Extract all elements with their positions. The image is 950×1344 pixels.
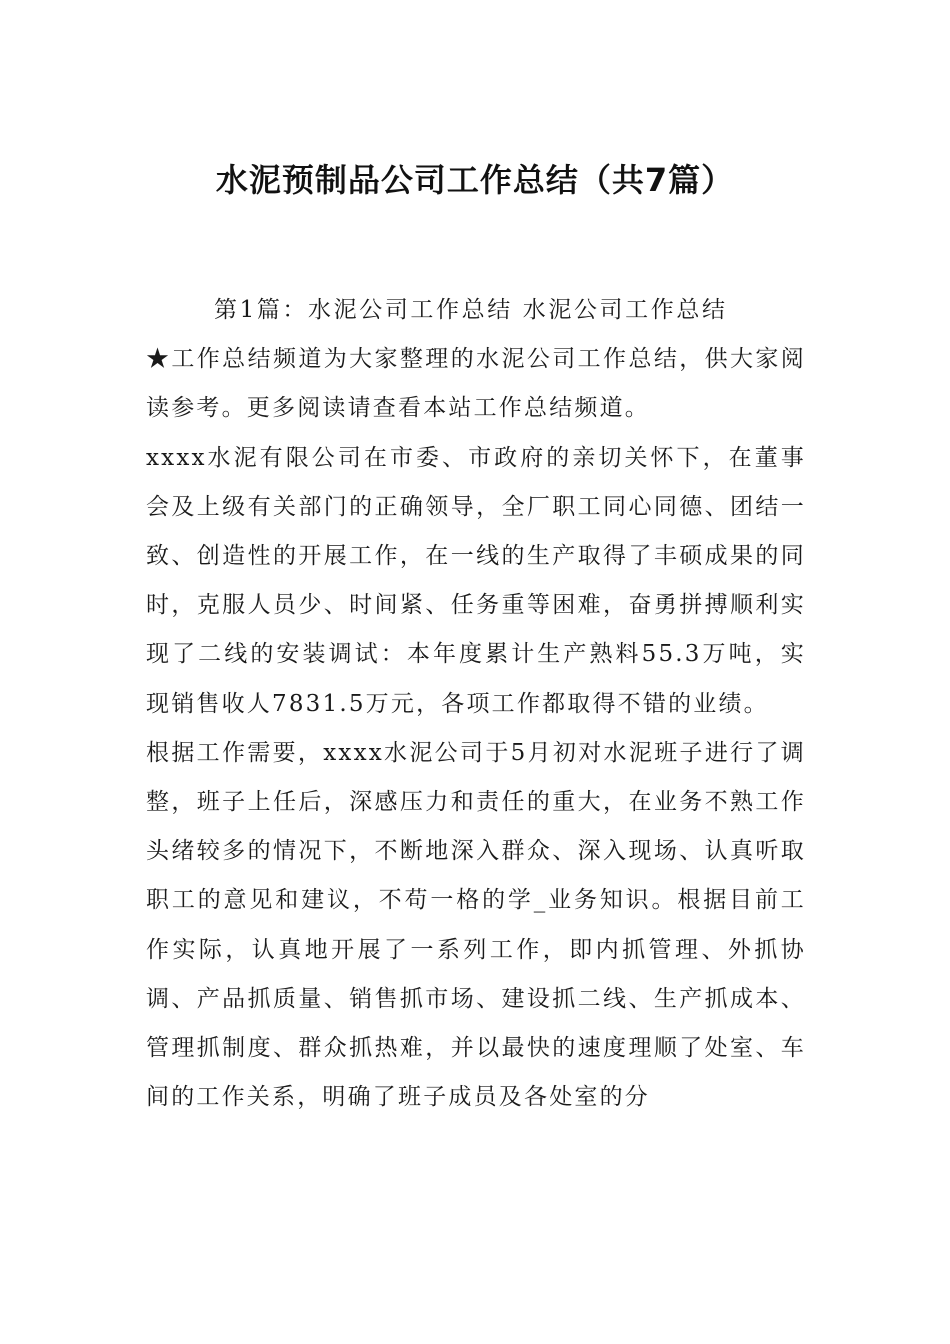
document-body	[146, 286, 806, 1122]
chapter-heading: 第1篇：水泥公司工作总结 水泥公司工作总结	[214, 297, 728, 323]
body-paragraph: xxxx水泥有限公司在市委、市政府的亲切关怀下，在董事会及上级有关部门的正确领导，全厂职工同心同德、团结一致、创造性的开展工作，在一线的生产取得了丰硕成果的同时，克服人员少、时间紧、任务重等困难，奋勇拼搏顺利实现了二线的安装调试：本年度累计生产熟料55.3万吨，实现销售收人7831.5万元，各项工作都取得不错的业绩。	[146, 444, 806, 717]
document-title: 水泥预制品公司工作总结（共7篇）	[215, 161, 735, 199]
body-paragraph: 根据工作需要，xxxx水泥公司于5月初对水泥班子进行了调整，班子上任后，深感压力和责任的重大，在业务不熟工作头绪较多的情况下，不断地深入群众、深入现场、认真听取职工的意见和建议，不苟一格的学_业务知识。根据目前工作实际，认真地开展了一系列工作，即内抓管理、外抓协调、产品抓质量、销售抓市场、建设抓二线、生产抓成本、管理抓制度、群众抓热难，并以最快的速度理顺了处室、车间的工作关系，明确了班子成员及各处室的分	[146, 739, 806, 1111]
body-paragraph: ★工作总结频道为大家整理的水泥公司工作总结，供大家阅读参考。更多阅读请查看本站工作总结频道。	[146, 346, 806, 422]
